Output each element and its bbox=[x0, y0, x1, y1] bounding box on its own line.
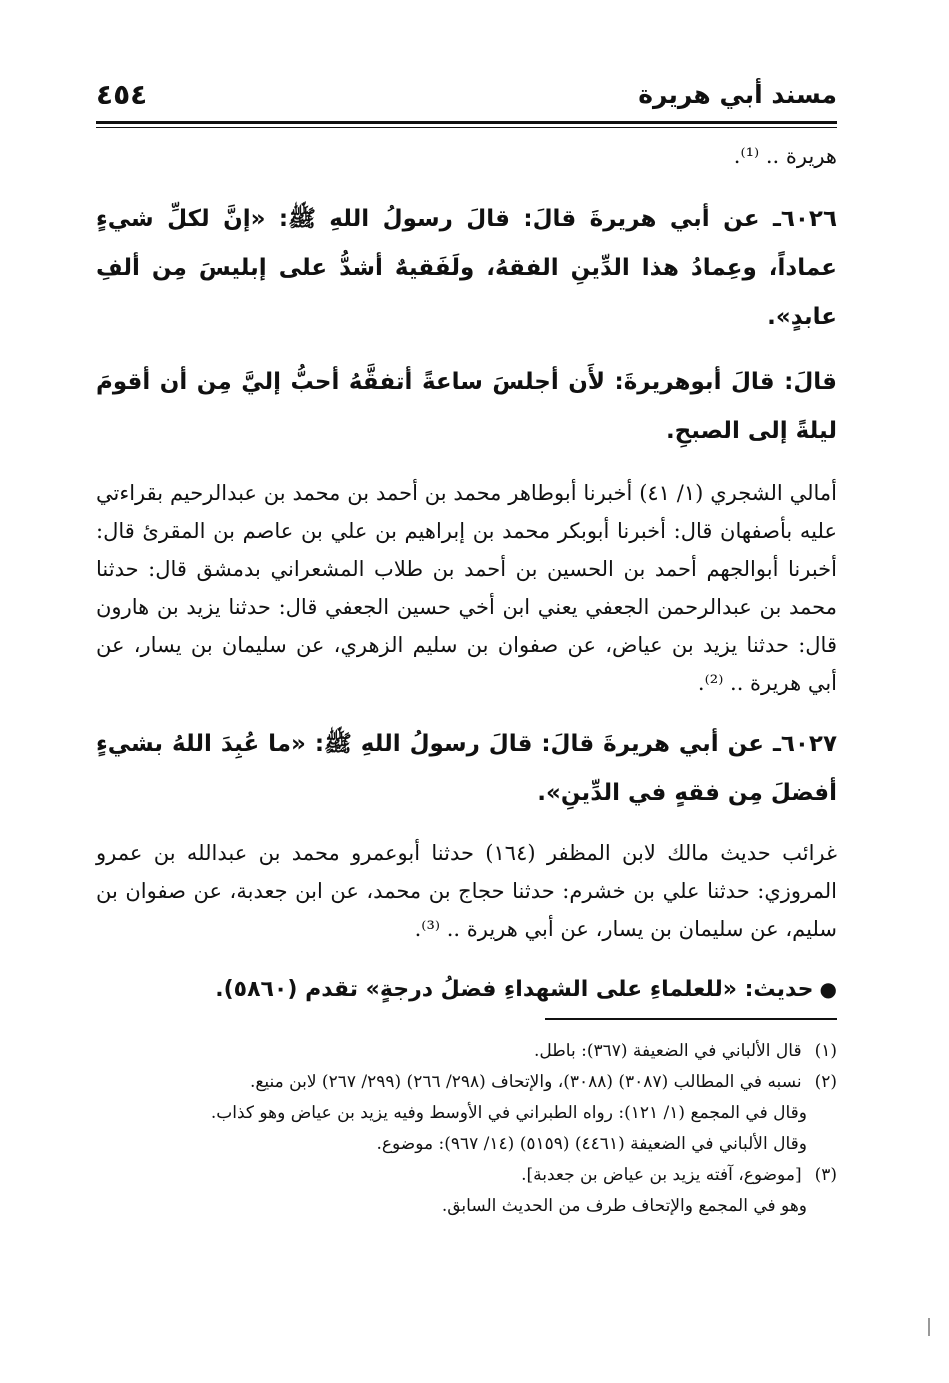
footnotes bbox=[96, 1036, 837, 1222]
footnote-separator bbox=[545, 1018, 837, 1020]
hadith-6027: ٦٠٢٧ـ عن أبي هريرةَ قالَ: قالَ رسولُ اللهِ ﷺ: «ما عُبِدَ اللهُ بشيءٍ أفضلَ مِن فقهٍ في الدِّينِ». bbox=[96, 731, 837, 806]
footnote-number: (١) bbox=[814, 1041, 837, 1061]
hadith-6026: ٦٠٢٦ـ عن أبي هريرةَ قالَ: قالَ رسولُ اللهِ ﷺ: «إنَّ لكلِّ شيءٍ عماداً، وعِمادُ هذا الدِّينِ الفقهُ، ولَفَقيهٌ أشدُّ على إبليسَ مِن ألفِ عابدٍ». bbox=[96, 206, 837, 330]
footnote-text: نسبه في المطالب (٣٠٨٧) (٣٠٨٨)، والإتحاف (٢٩٨/ ٢٦٦) (٢٩٩/ ٢٦٧) لابن منيع. bbox=[249, 1072, 802, 1092]
main-text bbox=[96, 137, 837, 1013]
footnote-2-continuation: وقال الألباني في الضعيفة (٤٤٦١) (٥١٥٩) (١٤/ ٩٦٧): موضوع. bbox=[376, 1134, 807, 1154]
hadith-6027-source: غرائب حديث مالك لابن المظفر (١٦٤) حدثنا أبوعمرو محمد بن عبدالله بن عمرو المروزي: حدثنا علي بن خشرم: حدثنا حجاج بن محمد، عن ابن جعدبة، عن صفوان بن سليم، عن سليمان بن يسار، عن أبي هريرة .. ⁽³⁾. bbox=[96, 841, 837, 941]
footnote-2 bbox=[96, 1067, 837, 1098]
header-rule-thin bbox=[96, 127, 837, 128]
page-header bbox=[96, 78, 837, 118]
footnote-text: قال الألباني في الضعيفة (٣٦٧): باطل. bbox=[534, 1041, 802, 1061]
footnote-3-continuation: وهو في المجمع والإتحاف طرف من الحديث السابق. bbox=[441, 1196, 807, 1216]
footnote-2-continuation: وقال في المجمع (١/ ١٢١): رواه الطبراني في الأوسط وفيه يزيد بن عياض وهو كذاب. bbox=[210, 1103, 807, 1123]
footnote-text: [موضوع، آفته يزيد بن عياض بن جعدبة]. bbox=[521, 1165, 802, 1185]
cross-reference-text: حديث: «للعلماءِ على الشهداءِ فضلُ درجةٍ» تقدم (٥٨٦٠). bbox=[215, 977, 814, 1002]
hadith-6026-source: أمالي الشجري (١/ ٤١) أخبرنا أبوطاهر محمد بن أحمد بن محمد بن عبدالرحيم بقراءتي عليه بأصفهان قال: أخبرنا أبوبكر محمد بن إبراهيم بن علي بن عاصم بن المقرئ قال: أخبرنا أبوالجهم أحمد بن الحسين بن أحمد بن طلاب المشعراني بدمشق قال: حدثنا محمد بن عبدالرحمن الجعفي يعني ابن أخي حسين الجعفي قال: حدثنا يزيد بن هارون قال: حدثنا يزيد بن عياض، عن صفوان بن سليم الزهري، عن سليمان بن يسار، عن أبي هريرة .. ⁽²⁾. bbox=[96, 481, 837, 695]
continuation-line: هريرة .. ⁽¹⁾. bbox=[733, 144, 837, 168]
footnote-3 bbox=[96, 1160, 837, 1191]
page-number: ٤٥٤ bbox=[96, 78, 148, 111]
margin-mark bbox=[928, 1318, 930, 1336]
hadith-6026-statement: قالَ: قالَ أبوهريرةَ: لأَن أجلسَ ساعةً أتفقَّهُ أحبُّ إليَّ مِن أن أقومَ ليلةً إلى الصبحِ. bbox=[96, 369, 837, 444]
cross-reference-line bbox=[96, 966, 837, 1013]
footnote-number: (٣) bbox=[814, 1165, 837, 1185]
header-rule-thick bbox=[96, 121, 837, 124]
footnote-number: (٢) bbox=[814, 1072, 837, 1092]
running-title: مسند أبي هريرة bbox=[638, 80, 837, 109]
bullet-icon: ● bbox=[819, 977, 837, 1001]
footnote-1 bbox=[96, 1036, 837, 1067]
